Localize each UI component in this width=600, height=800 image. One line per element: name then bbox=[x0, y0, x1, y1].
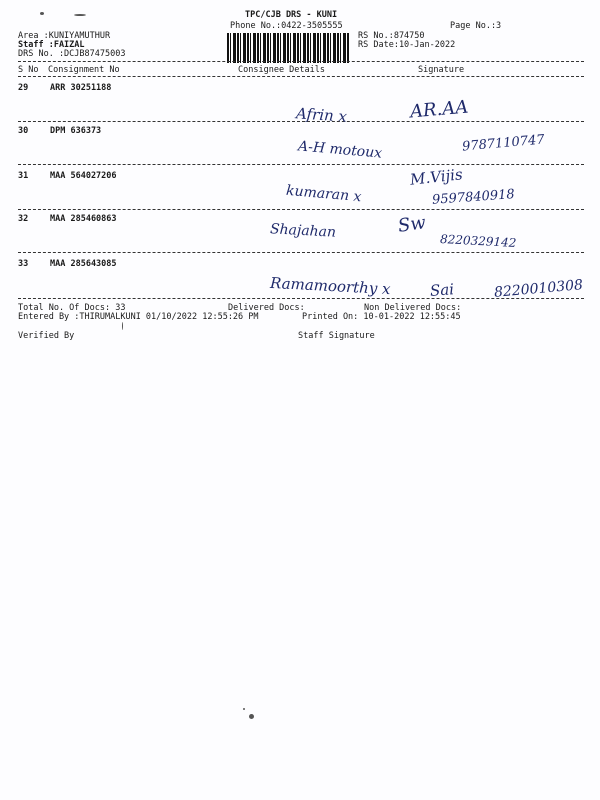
area-label: Area :KUNIYAMUTHUR bbox=[18, 31, 111, 41]
delivered-docs: Delivered Docs: bbox=[228, 303, 305, 313]
doc-title: TPC/CJB DRS - KUNI bbox=[245, 10, 338, 20]
scan-mark bbox=[74, 14, 86, 16]
staff-signature: Staff Signature bbox=[298, 331, 375, 341]
row-sno: 33 bbox=[18, 259, 29, 269]
total-docs: Total No. Of Docs: 33 bbox=[18, 303, 126, 313]
non-delivered-docs: Non Delivered Docs: bbox=[364, 303, 462, 313]
entered-by: Entered By :THIRUMALKUNI 01/10/2022 12:55:26 PM bbox=[18, 312, 259, 322]
drs-number: DRS No. :DCJB87475003 bbox=[18, 49, 126, 59]
handwritten-phone: 9787110747 bbox=[461, 132, 546, 155]
phone-number: Phone No.:0422-3505555 bbox=[230, 21, 343, 31]
col-signature: Signature bbox=[418, 65, 465, 75]
row-divider bbox=[18, 252, 584, 253]
row-sno: 31 bbox=[18, 171, 29, 181]
handwritten-signature: Sw bbox=[396, 212, 428, 237]
row-divider bbox=[18, 164, 584, 165]
row-consignment: DPM 636373 bbox=[50, 126, 102, 136]
divider bbox=[18, 76, 584, 77]
row-consignment: MAA 285460863 bbox=[50, 214, 117, 224]
rs-date: RS Date:10-Jan-2022 bbox=[358, 40, 456, 50]
barcode bbox=[227, 33, 350, 63]
row-sno: 29 bbox=[18, 83, 29, 93]
staff-label: Staff :FAIZAL bbox=[18, 40, 85, 50]
scan-mark bbox=[122, 322, 123, 330]
col-sno: S No bbox=[18, 65, 39, 75]
page-number: Page No.:3 bbox=[450, 21, 502, 31]
handwritten-phone: 8220329142 bbox=[439, 232, 517, 250]
handwritten-signature: AR.AA bbox=[409, 96, 470, 123]
handwritten-signature: M.Vijis bbox=[409, 165, 464, 189]
scan-mark bbox=[243, 708, 245, 710]
handwritten-signature: Sai bbox=[429, 280, 455, 300]
row-divider bbox=[18, 209, 584, 210]
row-sno: 32 bbox=[18, 214, 29, 224]
handwritten-consignee: Shajahan bbox=[269, 221, 337, 241]
scan-mark bbox=[249, 714, 254, 719]
handwritten-phone: 9597840918 bbox=[431, 187, 516, 208]
handwritten-consignee: kumaran x bbox=[285, 182, 363, 206]
verified-by: Verified By bbox=[18, 331, 75, 341]
scan-mark bbox=[40, 12, 44, 15]
row-consignment: MAA 285643085 bbox=[50, 259, 117, 269]
row-sno: 30 bbox=[18, 126, 29, 136]
rs-number: RS No.:874750 bbox=[358, 31, 425, 41]
divider bbox=[18, 61, 584, 62]
handwritten-consignee: Ramamoorthy x bbox=[269, 273, 391, 299]
printed-on: Printed On: 10-01-2022 12:55:45 bbox=[302, 312, 461, 322]
row-consignment: ARR 30251188 bbox=[50, 83, 112, 93]
row-consignment: MAA 564027206 bbox=[50, 171, 117, 181]
col-consignee: Consignee Details bbox=[238, 65, 325, 75]
handwritten-phone: 8220010308 bbox=[493, 277, 584, 301]
col-consignment: Consignment No bbox=[48, 65, 120, 75]
handwritten-consignee: A-H motoux bbox=[297, 138, 383, 162]
handwritten-consignee: Afrin x bbox=[295, 104, 348, 126]
